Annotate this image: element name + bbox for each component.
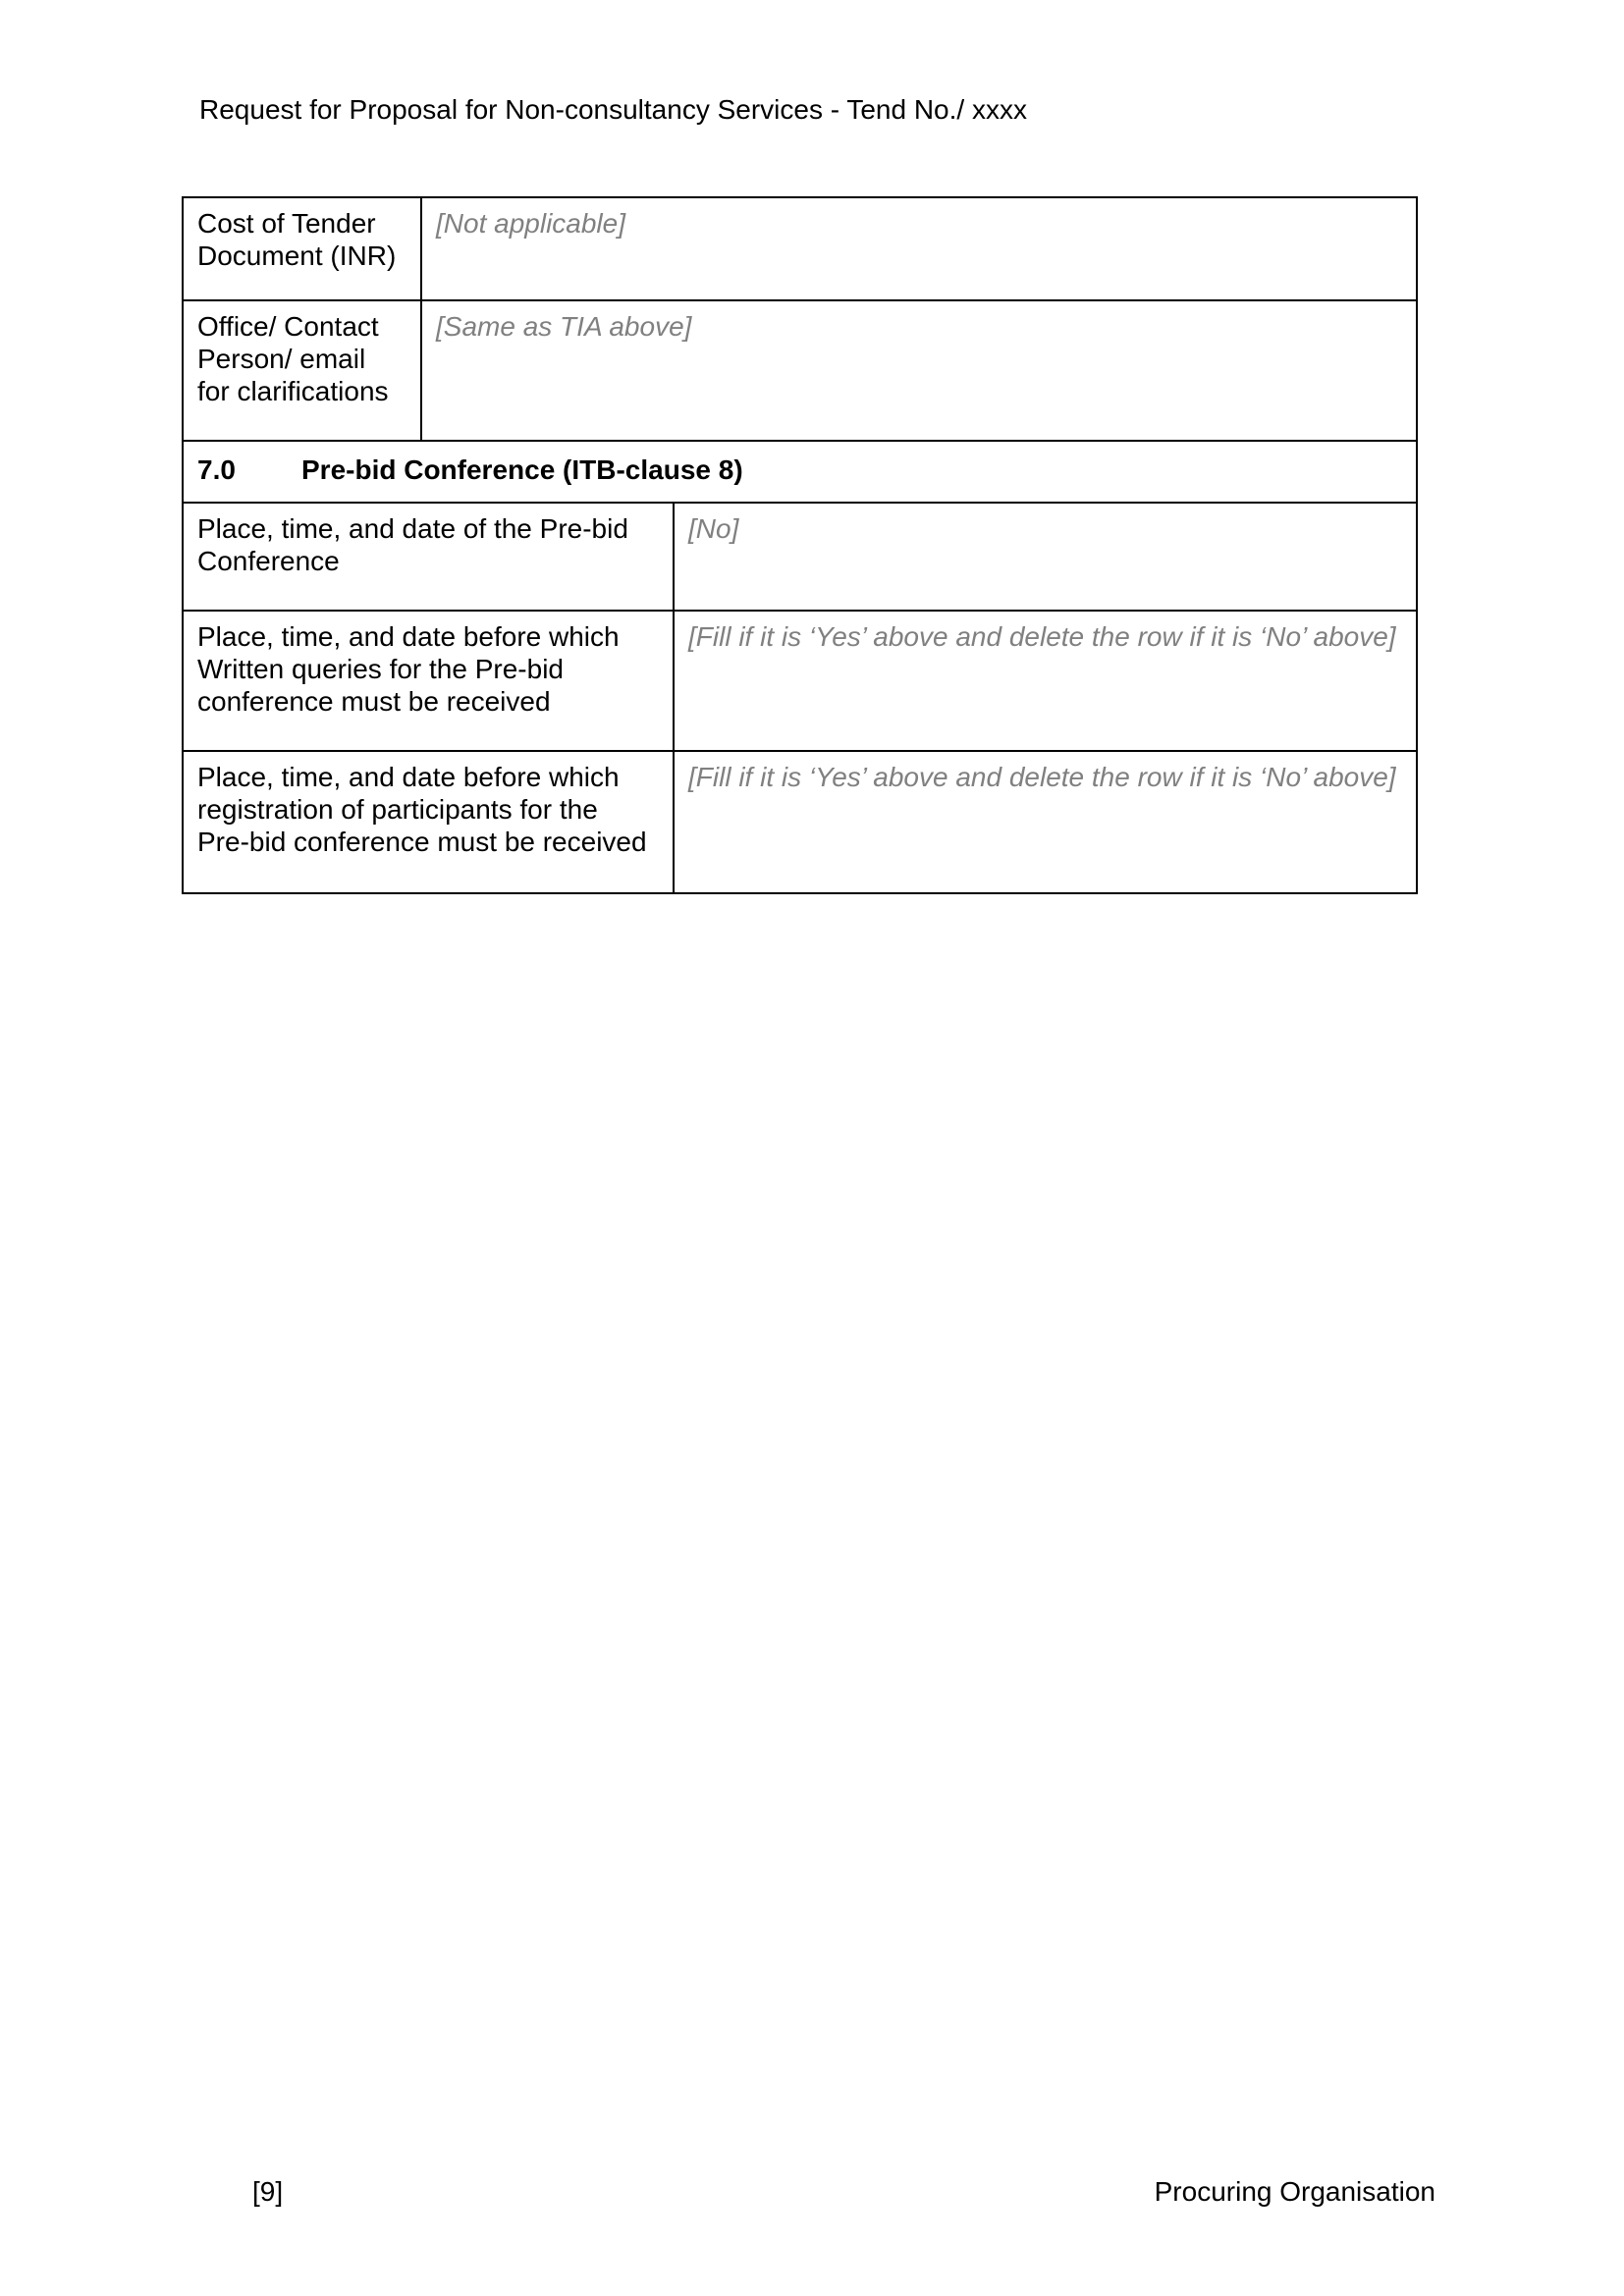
table-row <box>184 301 1416 442</box>
section-number: 7.0 <box>197 454 236 485</box>
row-value-placeholder: [Fill if it is ‘Yes’ above and delete the row if it is ‘No’ above] <box>688 762 1396 792</box>
row-value-placeholder: [Fill if it is ‘Yes’ above and delete the row if it is ‘No’ above] <box>688 621 1396 652</box>
row-label: Office/ Contact Person/ email for clarifications <box>184 301 422 440</box>
document-footer <box>182 2175 1435 2208</box>
section-heading-row <box>184 442 1416 504</box>
rfp-data-sheet-table <box>182 196 1418 894</box>
table-row <box>184 612 1416 752</box>
row-label: Cost of Tender Document (INR) <box>184 198 422 299</box>
row-label: Place, time, and date of the Pre-bid Conference <box>184 504 675 610</box>
row-label: Place, time, and date before which registration of participants for the Pre-bid conference must be received <box>184 752 675 892</box>
row-value-placeholder: [Same as TIA above] <box>436 311 692 342</box>
section-title: Pre-bid Conference (ITB-clause 8) <box>301 454 743 485</box>
table-row <box>184 752 1416 892</box>
row-value-placeholder: [Not applicable] <box>436 208 626 239</box>
row-value-placeholder: [No] <box>688 513 739 544</box>
table-row <box>184 198 1416 301</box>
footer-organisation-label: Procuring Organisation <box>1154 2176 1435 2207</box>
page-number: [9] <box>252 2176 284 2207</box>
row-label: Place, time, and date before which Written queries for the Pre-bid conference must be received <box>184 612 675 750</box>
document-header: Request for Proposal for Non-consultancy Services - Tend No./ xxxx <box>199 94 1027 125</box>
table-row <box>184 504 1416 612</box>
